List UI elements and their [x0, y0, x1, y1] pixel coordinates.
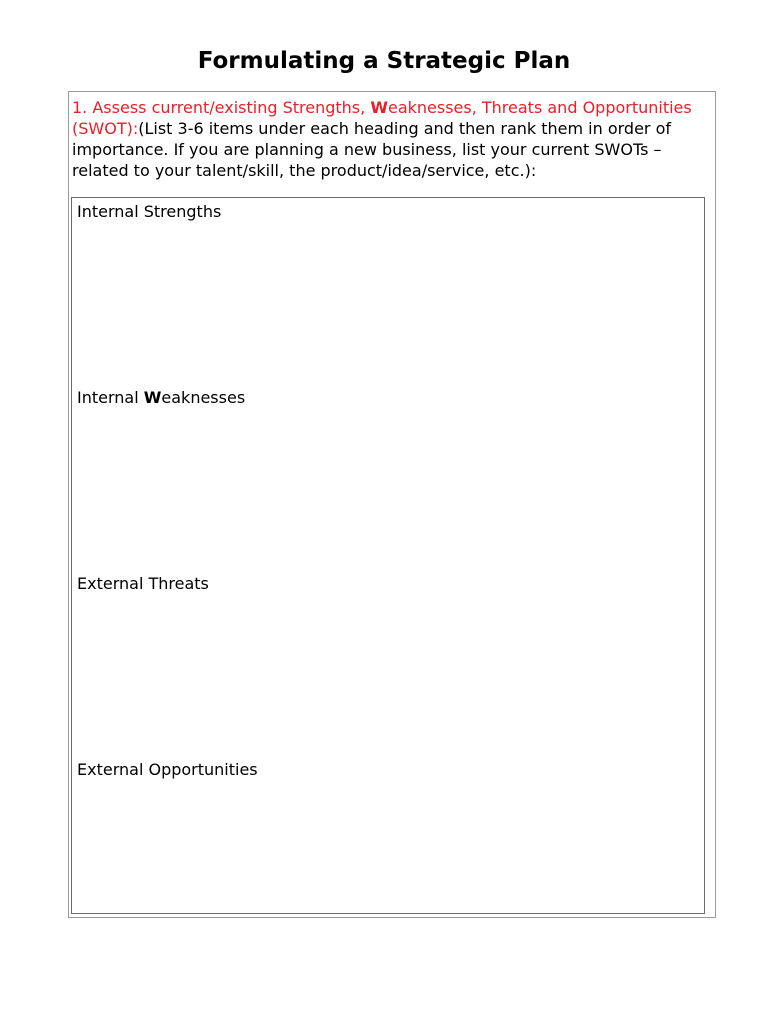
- swot-instructions: [72, 97, 714, 181]
- swot-heading-part1: 1. Assess current/existing Strengths,: [72, 98, 371, 117]
- internal-strengths-label: Internal Strengths: [77, 202, 222, 221]
- swot-instructions-body: (List 3-6 items under each heading and then rank them in order of importance. If you are planning a new business, list your current SWOTs – related to your talent/skill, the product/idea/service, etc.):: [72, 119, 672, 180]
- swot-heading-part2: eaknesses, Threats and Opportunities (SWOT):: [72, 98, 692, 138]
- internal-weaknesses-label-prefix: Internal: [77, 388, 144, 407]
- internal-weaknesses-label-suffix: eaknesses: [161, 388, 246, 407]
- swot-heading-w: W: [370, 98, 388, 117]
- internal-weaknesses-field[interactable]: [77, 412, 697, 562]
- page-title: Formulating a Strategic Plan: [197, 48, 571, 74]
- external-opportunities-field[interactable]: [77, 784, 697, 908]
- internal-weaknesses-label-bold: W: [143, 388, 162, 407]
- internal-weaknesses-label: [77, 387, 245, 409]
- external-threats-field[interactable]: [77, 598, 697, 748]
- external-threats-label: External Threats: [77, 574, 209, 593]
- internal-strengths-field[interactable]: [77, 226, 697, 376]
- external-opportunities-label: External Opportunities: [77, 760, 258, 779]
